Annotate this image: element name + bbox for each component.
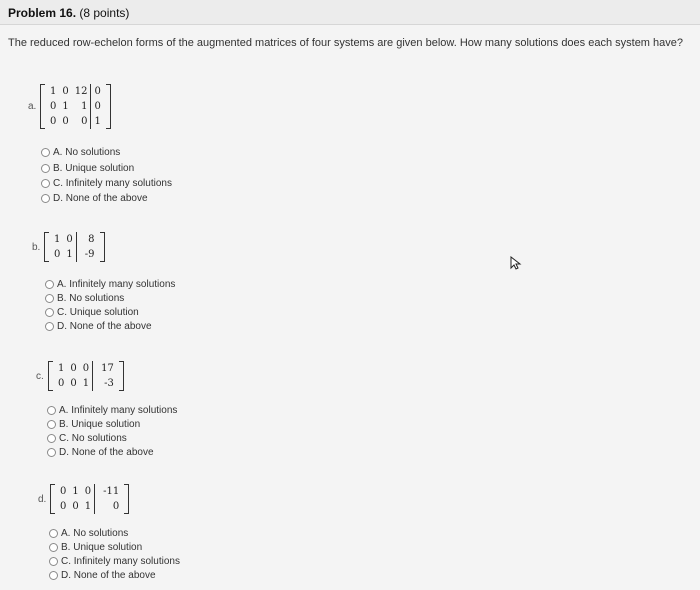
part-b-option-d[interactable]: D. None of the above [45,321,152,332]
part-c-letter: c. [36,371,44,382]
part-c-option-c[interactable]: C. No solutions [47,433,127,444]
matrix-cell: 1 [54,234,61,245]
problem-header [0,0,700,25]
matrix-cell: 1 [58,363,65,374]
part-b-option-c[interactable]: C. Unique solution [45,307,139,318]
matrix-cell: 12 [72,84,92,99]
matrix-cell: 0 [94,101,101,112]
matrix-cell: 0 [80,361,93,376]
radio-icon[interactable] [49,571,58,580]
matrix-cell: 0 [54,249,61,260]
part-d-option-b[interactable]: B. Unique solution [49,542,142,553]
matrix-cell: 0 [112,501,120,512]
problem-points: (8 points) [79,6,130,20]
matrix-cell: 0 [60,501,67,512]
radio-icon[interactable] [49,543,58,552]
matrix-cell: 0 [70,363,77,374]
matrix-cell: 1 [80,376,93,391]
problem-title [8,6,129,20]
part-a-letter: a. [28,101,37,112]
radio-icon[interactable] [49,557,58,566]
matrix-cell: 0 [60,486,67,497]
matrix-cell: 0 [62,86,69,97]
part-d-letter: d. [38,494,47,505]
radio-icon[interactable] [45,322,54,331]
matrix-cell: 1 [82,499,95,514]
part-c-option-b[interactable]: B. Unique solution [47,419,140,430]
matrix-cell: -11 [103,486,120,497]
part-a-option-a[interactable]: A. No solutions [41,147,120,158]
matrix-cell: -3 [104,378,114,389]
matrix-cell: 8 [88,234,95,245]
part-b-letter: b. [32,242,41,253]
part-a-option-c[interactable]: C. Infinitely many solutions [41,178,172,189]
part-b-option-b[interactable]: B. No solutions [45,293,124,304]
matrix-cell: -9 [84,249,95,260]
radio-icon[interactable] [47,434,56,443]
matrix-cell: 0 [50,101,57,112]
matrix-cell: 1 [63,247,76,262]
matrix-cell: 0 [58,378,65,389]
part-d-option-a[interactable]: A. No solutions [49,528,128,539]
matrix-cell: 1 [72,486,79,497]
part-d-option-d[interactable]: D. None of the above [49,570,156,581]
radio-icon[interactable] [47,448,56,457]
matrix-cell: 0 [82,484,95,499]
part-c-option-d[interactable]: D. None of the above [47,447,154,458]
radio-icon[interactable] [41,148,50,157]
part-c-option-a[interactable]: A. Infinitely many solutions [47,405,177,416]
part-d-option-c[interactable]: C. Infinitely many solutions [49,556,180,567]
part-a-option-d[interactable]: D. None of the above [41,193,148,204]
part-a-option-b[interactable]: B. Unique solution [41,163,134,174]
matrix-cell: 17 [101,363,114,374]
matrix-cell: 0 [50,116,57,127]
matrix-cell: 1 [62,101,69,112]
radio-icon[interactable] [47,420,56,429]
radio-icon[interactable] [41,164,50,173]
matrix-cell: 0 [94,86,101,97]
matrix-cell: 0 [63,232,76,247]
matrix-cell: 0 [62,116,69,127]
part-b-matrix [44,232,105,262]
part-d-matrix [50,484,129,514]
radio-icon[interactable] [41,179,50,188]
mouse-cursor-icon [509,256,523,270]
matrix-cell: 0 [72,501,79,512]
problem-number: Problem 16. [8,6,77,20]
radio-icon[interactable] [41,194,50,203]
part-a-matrix [40,84,111,129]
matrix-cell: 0 [70,378,77,389]
radio-icon[interactable] [49,529,58,538]
problem-prompt: The reduced row-echelon forms of the augmented matrices of four systems are given below. How many solutions does each system have? [8,37,684,49]
radio-icon[interactable] [45,280,54,289]
matrix-cell: 1 [72,99,92,114]
radio-icon[interactable] [47,406,56,415]
matrix-cell: 1 [50,86,57,97]
part-b-option-a[interactable]: A. Infinitely many solutions [45,279,175,290]
radio-icon[interactable] [45,308,54,317]
part-c-matrix [48,361,124,391]
matrix-cell: 0 [72,114,92,129]
radio-icon[interactable] [45,294,54,303]
matrix-cell: 1 [94,116,101,127]
